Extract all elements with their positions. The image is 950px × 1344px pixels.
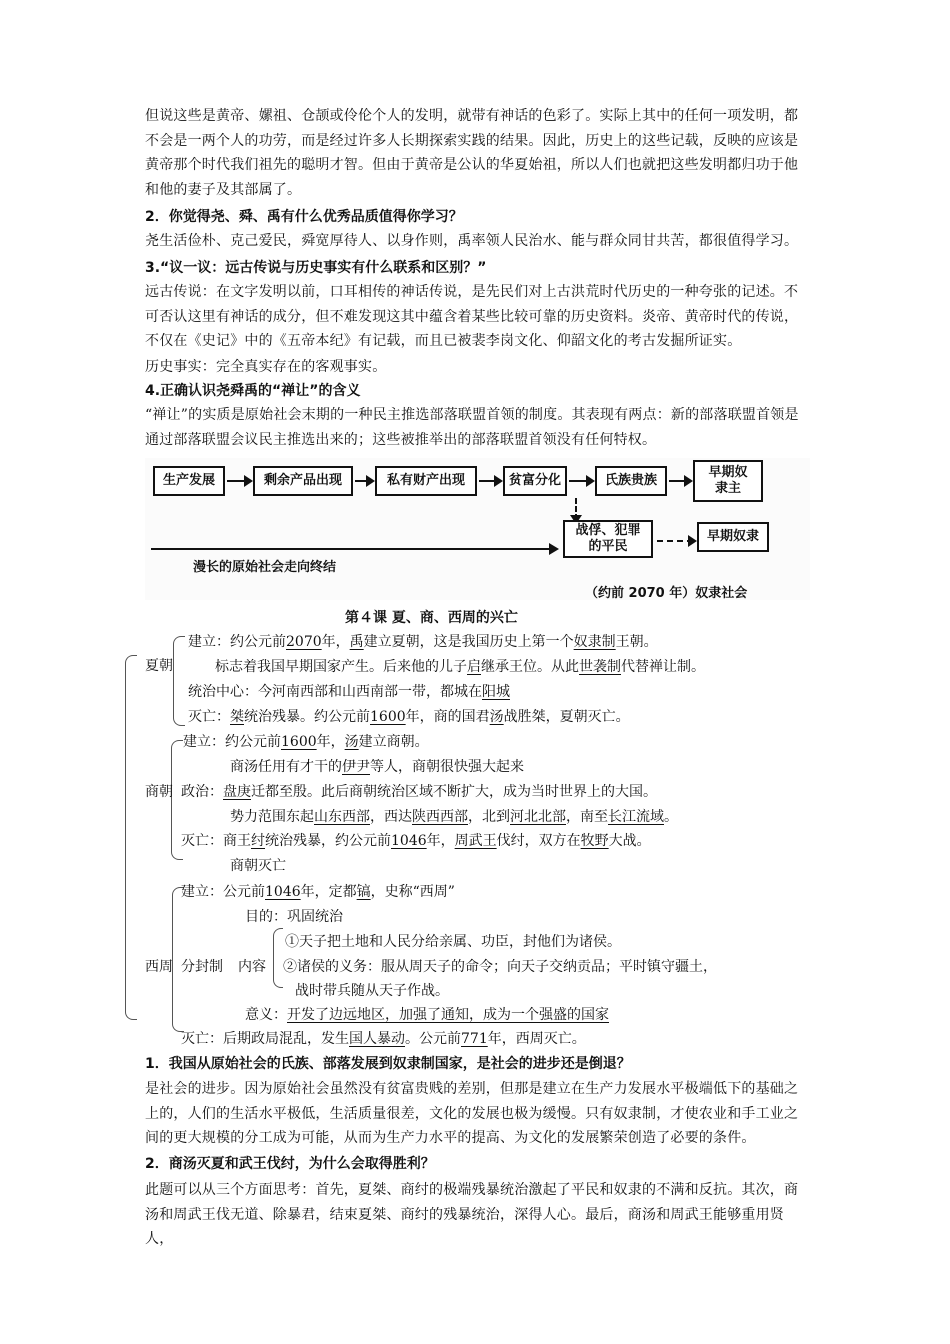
- question-2-heading: 2．你觉得尧、舜、禹有什么优秀品质值得你学习？: [145, 209, 463, 225]
- fengjian-content-2: ②诸侯的义务：服从周天子的命令；向天子交纳贡品；平时镇守疆土，: [283, 959, 717, 975]
- box-production: 生产发展: [153, 466, 225, 496]
- shang-establish: 建立：约公元前1600年，汤建立商朝。: [183, 734, 429, 750]
- dashed-arrow-icon: [657, 540, 693, 542]
- answer-3-legend: 远古传说：在文字发明以前，口耳相传的神话传说，是先民们对上古洪荒时代历史的一种夸张的记述。不可否认这里有神话的成分，但不难发现这其中蕴含着某些比较可靠的历史资料。炎帝、黄帝时代的传说，不仅在《史记》中的《五帝本纪》有记载，而且已被裴李岗文化、仰韶文化的考古发掘所证实。: [145, 284, 799, 349]
- answer-2: 尧生活俭朴、克己爱民，舜宽厚待人、以身作则，禹率领人民治水、能与群众同甘共苦，都很值得学习。: [145, 233, 799, 249]
- shang-territory: 势力范围东起山东西部，西达陕西西部，北到河北北部，南至长江流域。: [230, 809, 678, 825]
- box-wealth-gap: 贫富分化: [503, 466, 567, 496]
- shang-end: 商朝灭亡: [230, 858, 286, 874]
- xia-center: 统治中心：今河南西部和山西南部一带，都城在阳城: [188, 684, 510, 700]
- arrow-icon: [569, 480, 593, 482]
- outer-brace: [125, 655, 137, 1020]
- long-arrow-icon: [151, 548, 557, 550]
- flow-diagram: [145, 458, 810, 600]
- xizhou-establish: 建立：公元前1046年，定都镐，史称“西周”: [181, 884, 455, 900]
- arrow-icon: [355, 480, 373, 482]
- fengjian-purpose: 目的：巩固统治: [245, 909, 343, 925]
- lesson-question-1: 1．我国从原始社会的氏族、部落发展到奴隶制国家，是社会的进步还是倒退？: [145, 1056, 631, 1072]
- xizhou-label: 西周: [145, 959, 173, 975]
- answer-3-fact: 历史事实：完全真实存在的客观事实。: [145, 359, 387, 375]
- box-clan-nobles: 氏族贵族: [595, 466, 667, 496]
- lesson-answer-2: 此题可以从三个方面思考：首先，夏桀、商纣的极端残暴统治激起了平民和奴隶的不满和反抗。其次，商汤和周武王伐无道、除暴君，结束夏桀、商纣的残暴统治，深得人心。最后，商汤和周武王能够重用贤人，: [145, 1182, 799, 1247]
- xizhou-fall: 灭亡：后期政局混乱，发生国人暴动。公元前771年，西周灭亡。: [181, 1031, 586, 1047]
- lesson-title: 第４课 夏、商、西周的兴亡: [345, 610, 518, 626]
- diagram-end-label: （约前 2070 年）奴隶社会: [585, 586, 748, 601]
- xia-establish: 建立：约公元前2070年，禹建立夏朝，这是我国历史上第一个奴隶制王朝。: [188, 634, 658, 650]
- dashed-arrow-icon: [575, 498, 577, 520]
- shang-yiyin: 商汤任用有才干的伊尹等人，商朝很快强大起来: [230, 759, 524, 775]
- intro-paragraph: 但说这些是黄帝、嫘祖、仓颉或伶伦个人的发明，就带有神话的色彩了。实际上其中的任何一项发明，都不会是一两个人的功劳，而是经过许多人长期探索实践的结果。因此，历史上的这些记载，反映的应该是黄帝那个时代我们祖先的聪明才智。但由于黄帝是公认的华夏始祖，所以人们也就把这些发明都归功于他和他的妻子及其部属了。: [145, 108, 799, 198]
- diagram-long-label: 漫长的原始社会走向终结: [193, 560, 337, 575]
- xia-sign: 标志着我国早期国家产生。后来他的儿子启继承王位。从此世袭制代替禅让制。: [215, 659, 705, 675]
- box-early-slave-owners: 早期奴隶主: [693, 460, 763, 502]
- answer-4: “禅让”的实质是原始社会末期的一种民主推选部落联盟首领的制度。其表现有两点：新的部落联盟首领是通过部落联盟会议民主推选出来的；这些被推举出的部落联盟首领没有任何特权。: [145, 407, 799, 448]
- xia-fall: 灭亡：桀统治残暴。约公元前1600年，商的国君汤战胜桀，夏朝灭亡。: [188, 709, 630, 725]
- lesson-answer-1: 是社会的进步。因为原始社会虽然没有贫富贵贱的差别，但那是建立在生产力发展水平极端低下的基础之上的，人们的生活水平极低，生活质量很差，文化的发展也极为缓慢。只有奴隶制，才使农业和手工业之间的更大规模的分工成为可能，从而为生产力水平的提高、为文化的发展繁荣创造了必要的条件。: [145, 1081, 799, 1146]
- fengjian-content-1: ①天子把土地和人民分给亲属、功臣，封他们为诸侯。: [285, 934, 621, 950]
- arrow-icon: [669, 480, 691, 482]
- question-3-heading: 3.“议一议：远古传说与历史事实有什么联系和区别？”: [145, 260, 487, 276]
- shang-label: 商朝: [145, 784, 173, 800]
- content-label: 内容: [238, 959, 266, 975]
- fengjian-label: 分封制: [181, 959, 223, 975]
- fengjian-content-3: 战时带兵随从天子作战。: [295, 983, 449, 999]
- fengjian-significance: 意义：开发了边远地区，加强了通知，成为一个强盛的国家: [245, 1007, 609, 1023]
- xia-brace: [173, 636, 185, 726]
- box-private-property: 私有财产出现: [375, 466, 477, 496]
- content-brace: [273, 928, 283, 988]
- arrow-icon: [227, 480, 251, 482]
- shang-fall: 灭亡：商王纣统治残暴，约公元前1046年，周武王伐纣，双方在牧野大战。: [181, 833, 651, 849]
- question-4-heading: 4.正确认识尧舜禹的“禅让”的含义: [145, 383, 361, 399]
- box-captives: 战俘、犯罪的平民: [563, 520, 653, 558]
- shang-politics: 政治：盘庚迁都至殷。此后商朝统治区域不断扩大，成为当时世界上的大国。: [181, 784, 657, 800]
- box-surplus: 剩余产品出现: [253, 466, 353, 496]
- box-early-slaves: 早期奴隶: [697, 522, 769, 552]
- xia-label: 夏朝: [145, 658, 173, 674]
- arrow-icon: [479, 480, 501, 482]
- lesson-question-2: 2．商汤灭夏和武王伐纣，为什么会取得胜利？: [145, 1156, 435, 1172]
